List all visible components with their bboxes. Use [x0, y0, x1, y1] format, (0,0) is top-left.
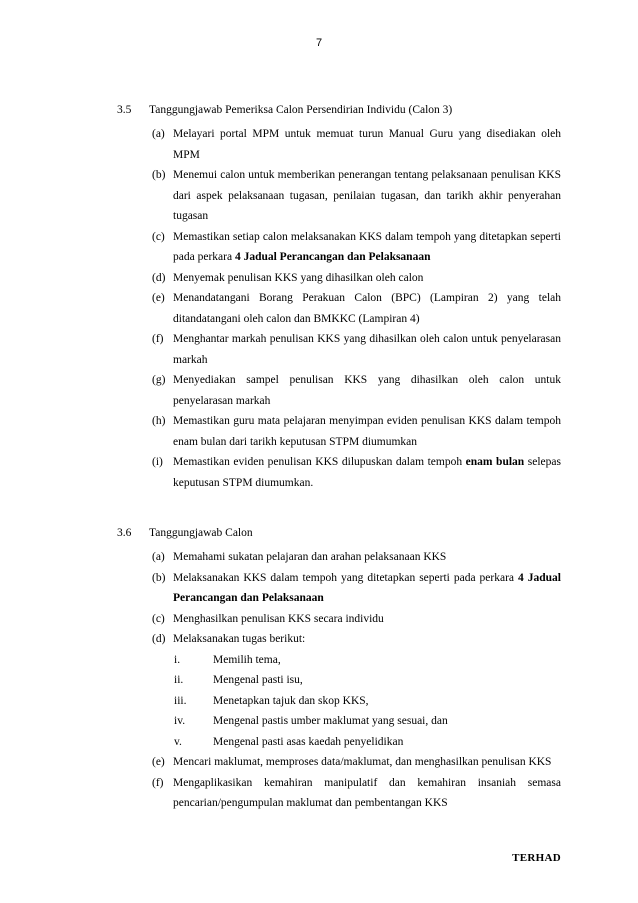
list-item-c [117, 227, 561, 268]
sub-item-text: Menetapkan tajuk dan skop KKS, [213, 694, 369, 707]
item-text: Melayari portal MPM untuk memuat turun Manual Guru yang disediakan oleh MPM [173, 128, 561, 161]
item-label: (e) [152, 756, 165, 768]
list-item-b [117, 568, 561, 609]
item-text: Menghasilkan penulisan KKS secara individu [173, 612, 384, 625]
section-3-5 [117, 100, 561, 493]
item-text [173, 452, 561, 493]
item-text-plain: Melaksanakan KKS dalam tempoh yang ditetapkan seperti pada perkara [173, 571, 519, 584]
section-heading [117, 100, 561, 124]
item-text-tail: selepas keputusan STPM diumumkan. [173, 456, 561, 489]
item-text: Menyediakan sampel penulisan KKS yang dihasilkan oleh calon untuk penyelarasan markah [173, 374, 561, 407]
list-item-d [117, 268, 561, 289]
item-label: (a) [152, 128, 165, 140]
list-item-f [117, 329, 561, 370]
sub-item-text: Memilih tema, [213, 653, 281, 666]
sub-item-i [117, 650, 561, 671]
sub-item-text: Mengenal pasti asas kaedah penyelidikan [213, 735, 404, 748]
sub-item-ii [117, 670, 561, 691]
list-item-b [117, 165, 561, 227]
item-label: (d) [152, 271, 166, 284]
sub-item-text: Mengenal pasti isu, [213, 674, 303, 686]
section-title: Tanggungjawab Pemeriksa Calon Persendirian Individu (Calon 3) [149, 104, 453, 116]
item-text-bold: 4 Jadual Perancangan dan Pelaksanaan [234, 251, 431, 263]
item-label: (b) [152, 571, 166, 584]
item-text-plain: Memastikan setiap calon melaksanakan KKS dalam tempoh yang ditetapkan seperti pada perkara [173, 230, 561, 263]
sub-item-label: iii. [174, 694, 187, 707]
sub-item-label: v. [174, 735, 182, 748]
item-label: (b) [152, 169, 166, 181]
item-text: Mencari maklumat, memproses data/maklumat, dan menghasilkan penulisan KKS [173, 756, 552, 768]
classification-label: TERHAD [512, 852, 561, 864]
item-text: Melaksanakan tugas berikut: [173, 633, 306, 645]
item-label: (g) [152, 374, 166, 386]
item-text: Menandatangani Borang Perakuan Calon (BPC) (Lampiran 2) yang telah ditandatangani oleh calon dan BMKKC (Lampiran 4) [173, 292, 561, 325]
sub-item-iv [117, 711, 561, 732]
sub-item-v [117, 732, 561, 753]
list-item-a [117, 547, 561, 568]
item-text: Memastikan guru mata pelajaran menyimpan eviden penulisan KKS dalam tempoh enam bulan dari tarikh keputusan STPM diumumkan [173, 415, 561, 448]
list-item-e [117, 288, 561, 329]
item-text-bold: enam bulan [465, 456, 525, 468]
sub-item-label: iv. [174, 715, 186, 727]
item-label: (f) [152, 776, 164, 789]
item-text: Menghantar markah penulisan KKS yang dihasilkan oleh calon untuk penyelarasan markah [173, 333, 561, 366]
list-item-g [117, 370, 561, 411]
item-text [173, 568, 561, 609]
section-heading [117, 523, 561, 547]
list-item-a [117, 124, 561, 165]
item-text-plain: Memastikan eviden penulisan KKS dilupuskan dalam tempoh [173, 456, 466, 468]
section-number: 3.5 [117, 104, 132, 116]
page-number: 7 [315, 37, 323, 49]
item-text: Menemui calon untuk memberikan penerangan tentang pelaksanaan penulisan KKS dari aspek pelaksanaan tugasan, penilaian tugasan, dan tarikh akhir penyerahan tugasan [173, 169, 561, 222]
item-label: (e) [152, 292, 165, 304]
list-item-c [117, 609, 561, 630]
sub-item-text: Mengenal pastis umber maklumat yang sesuai, dan [213, 715, 448, 727]
item-label: (d) [152, 633, 166, 645]
sub-item-iii [117, 691, 561, 712]
list-item-f [117, 773, 561, 814]
item-text-bold: 4 Jadual Perancangan dan Pelaksanaan [173, 571, 561, 604]
item-text: Memahami sukatan pelajaran dan arahan pelaksanaan KKS [173, 551, 447, 563]
item-text: Mengaplikasikan kemahiran manipulatif dan kemahiran insaniah semasa pencarian/pengumpulan maklumat dan pembentangan KKS [173, 776, 561, 809]
item-text [173, 227, 561, 268]
list-item-e [117, 752, 561, 773]
list-item-d [117, 629, 561, 650]
list-item-i [117, 452, 561, 493]
item-label: (a) [152, 551, 165, 563]
item-label: (i) [152, 456, 163, 468]
section-number: 3.6 [117, 527, 132, 539]
item-label: (h) [152, 415, 166, 427]
section-3-6 [117, 523, 561, 814]
list-item-h [117, 411, 561, 452]
item-text: Menyemak penulisan KKS yang dihasilkan oleh calon [173, 271, 424, 284]
section-title: Tanggungjawab Calon [149, 527, 253, 539]
item-label: (c) [152, 612, 165, 625]
sub-item-label: i. [174, 653, 181, 666]
sub-item-label: ii. [174, 674, 184, 686]
item-label: (c) [152, 230, 165, 243]
item-label: (f) [152, 333, 164, 345]
